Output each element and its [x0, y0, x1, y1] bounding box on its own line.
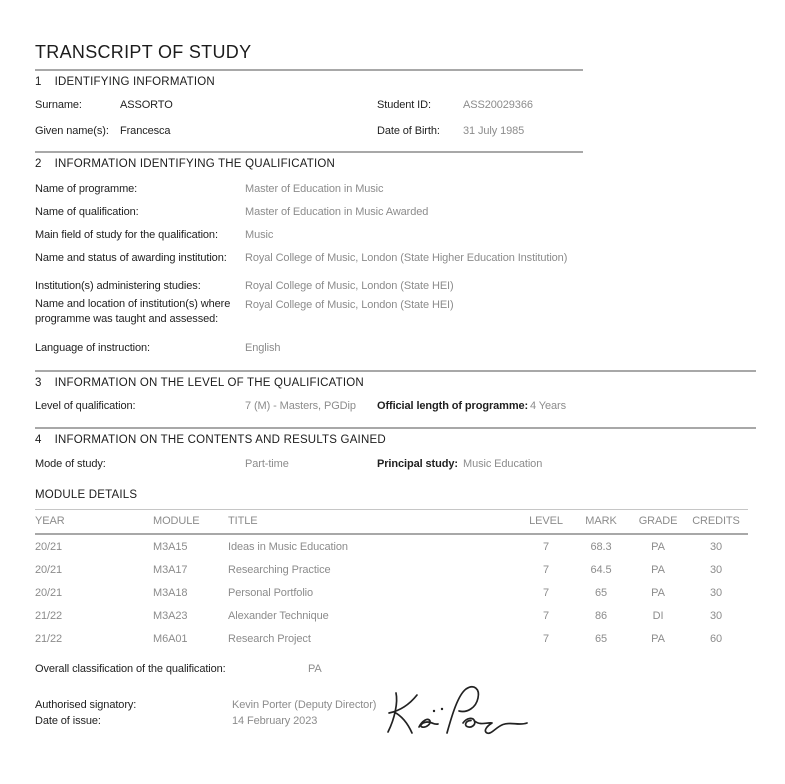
- section-divider: [35, 370, 756, 372]
- overall-classification-label: Overall classification of the qualification:: [35, 663, 226, 675]
- cell-title: Personal Portfolio: [228, 586, 314, 599]
- length-label: Official length of programme:: [377, 400, 529, 412]
- col-header-year: YEAR: [35, 515, 65, 527]
- cell-level: 7: [542, 632, 550, 645]
- cell-module: M3A18: [153, 586, 188, 599]
- cell-title: Researching Practice: [228, 563, 331, 576]
- title-divider: [35, 69, 583, 71]
- awarding-institution-label: Name and status of awarding institution:: [35, 252, 227, 264]
- cell-year: 20/21: [35, 586, 63, 599]
- administering-value: Royal College of Music, London (State HEI): [245, 280, 454, 292]
- section-1-number: 1: [35, 76, 42, 88]
- cell-grade: DI: [652, 609, 664, 622]
- date-of-issue-value: 14 February 2023: [232, 715, 318, 727]
- cell-module: M3A17: [153, 563, 188, 576]
- cell-title: Alexander Technique: [228, 609, 329, 622]
- table-header-row: [35, 509, 748, 533]
- col-header-module: MODULE: [153, 515, 200, 527]
- location-label: Name and location of institution(s) where programme was taught and assessed:: [35, 298, 231, 325]
- cell-mark: 64.5: [590, 563, 612, 576]
- principal-label: Principal study:: [377, 458, 458, 470]
- principal-value: Music Education: [463, 458, 543, 470]
- cell-mark: 65: [594, 632, 608, 645]
- mode-label: Mode of study:: [35, 458, 106, 470]
- given-names-label: Given name(s):: [35, 125, 109, 137]
- cell-credits: 60: [709, 632, 723, 645]
- programme-value: Master of Education in Music: [245, 183, 384, 195]
- language-value: English: [245, 342, 281, 354]
- section-3-title: INFORMATION ON THE LEVEL OF THE QUALIFICATION: [54, 377, 364, 389]
- cell-module: M3A23: [153, 609, 188, 622]
- cell-level: 7: [542, 563, 550, 576]
- col-header-grade: GRADE: [638, 515, 678, 527]
- student-id-label: Student ID:: [377, 99, 431, 111]
- surname-label: Surname:: [35, 99, 82, 111]
- col-header-level: LEVEL: [529, 515, 563, 527]
- mode-value: Part-time: [245, 458, 289, 470]
- dob-value: 31 July 1985: [463, 125, 525, 137]
- main-field-value: Music: [245, 229, 274, 241]
- cell-grade: PA: [651, 563, 665, 576]
- level-value: 7 (M) - Masters, PGDip: [245, 400, 356, 412]
- cell-year: 21/22: [35, 609, 63, 622]
- cell-mark: 68.3: [590, 540, 612, 553]
- cell-credits: 30: [709, 563, 723, 576]
- cell-level: 7: [542, 586, 550, 599]
- administering-label: Institution(s) administering studies:: [35, 280, 201, 292]
- qualification-label: Name of qualification:: [35, 206, 139, 218]
- table-row: [35, 604, 748, 627]
- section-1-heading: [35, 76, 215, 88]
- section-3-number: 3: [35, 377, 42, 389]
- cell-module: M6A01: [153, 632, 188, 645]
- signature-image: [381, 680, 533, 742]
- cell-level: 7: [542, 540, 550, 553]
- section-2-heading: [35, 158, 335, 170]
- cell-grade: PA: [651, 632, 665, 645]
- section-2-title: INFORMATION IDENTIFYING THE QUALIFICATION: [54, 158, 335, 170]
- section-3-heading: [35, 377, 364, 389]
- table-row: [35, 558, 748, 581]
- cell-level: 7: [542, 609, 550, 622]
- cell-year: 20/21: [35, 540, 63, 553]
- authorised-signatory-label: Authorised signatory:: [35, 699, 137, 711]
- cell-credits: 30: [709, 540, 723, 553]
- cell-credits: 30: [709, 609, 723, 622]
- qualification-value: Master of Education in Music Awarded: [245, 206, 429, 218]
- level-label: Level of qualification:: [35, 400, 136, 412]
- dob-label: Date of Birth:: [377, 125, 440, 137]
- location-value: Royal College of Music, London (State HEI): [245, 299, 454, 311]
- section-1-title: IDENTIFYING INFORMATION: [54, 76, 215, 88]
- given-names-value: Francesca: [120, 125, 171, 137]
- student-id-value: ASS20029366: [463, 99, 533, 111]
- programme-label: Name of programme:: [35, 183, 138, 195]
- table-row: [35, 535, 748, 558]
- date-of-issue-label: Date of issue:: [35, 715, 101, 727]
- cell-title: Research Project: [228, 632, 311, 645]
- col-header-mark: MARK: [585, 515, 617, 527]
- cell-year: 21/22: [35, 632, 63, 645]
- cell-grade: PA: [651, 540, 665, 553]
- section-4-heading: [35, 434, 386, 446]
- cell-credits: 30: [709, 586, 723, 599]
- section-4-number: 4: [35, 434, 42, 446]
- cell-title: Ideas in Music Education: [228, 540, 348, 553]
- surname-value: ASSORTO: [120, 99, 173, 111]
- table-row: [35, 627, 748, 650]
- cell-year: 20/21: [35, 563, 63, 576]
- language-label: Language of instruction:: [35, 342, 151, 354]
- length-value: 4 Years: [530, 400, 567, 412]
- table-top-rule: [35, 509, 748, 510]
- authorised-signatory-value: Kevin Porter (Deputy Director): [232, 699, 377, 711]
- section-divider: [35, 151, 583, 153]
- module-table: [35, 509, 748, 650]
- cell-mark: 86: [594, 609, 608, 622]
- section-2-number: 2: [35, 158, 42, 170]
- section-divider: [35, 427, 756, 429]
- col-header-title: TITLE: [228, 515, 258, 527]
- overall-classification-value: PA: [308, 663, 322, 675]
- col-header-credits: CREDITS: [692, 515, 740, 527]
- section-4-title: INFORMATION ON THE CONTENTS AND RESULTS GAINED: [54, 434, 386, 446]
- cell-mark: 65: [594, 586, 608, 599]
- page-title: TRANSCRIPT OF STUDY: [35, 42, 252, 62]
- main-field-label: Main field of study for the qualification:: [35, 229, 218, 241]
- module-details-title: MODULE DETAILS: [35, 489, 138, 501]
- cell-grade: PA: [651, 586, 665, 599]
- awarding-institution-value: Royal College of Music, London (State Higher Education Institution): [245, 252, 568, 264]
- table-row: [35, 581, 748, 604]
- cell-module: M3A15: [153, 540, 188, 553]
